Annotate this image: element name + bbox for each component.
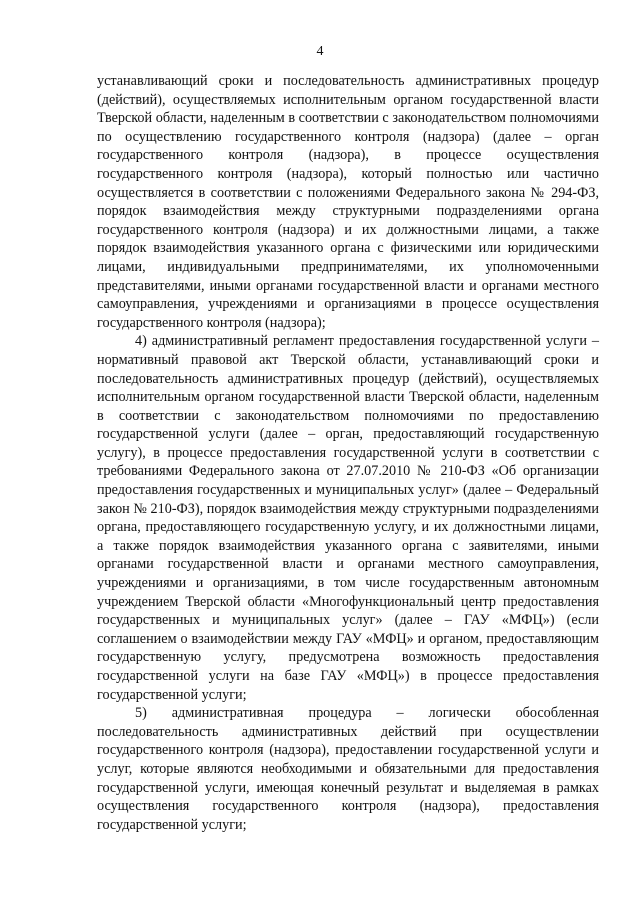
paragraph-item-4: 4) административный регламент предоставления государственной услуги – нормативный правовой акт Тверской области, устанавливающий сроки и последовательность административных процедур (действий), осуществляемых исполнительным органом государственной власти Тверской области, наделенным в соответствии с законодательством полномочиями по предоставлению государственной услуги (далее – орган, предоставляющий государственную услугу), в процессе предоставления государственной услуги в соответствии с требованиями Федерального закона от 27.07.2010 № 210-ФЗ «Об организации предоставления государственных и муниципальных услуг» (далее – Федеральный закон № 210-ФЗ), порядок взаимодействия между структурными подразделениями органа, предоставляющего государственную услугу, и их должностными лицами, а также порядок взаимодействия указанного органа с заявителями, иными органами государственной власти и органами местного самоуправления, учреждениями и организациями, в том числе государственным автономным учреждением Тверской области «Многофункциональный центр предоставления государственных и муниципальных услуг» (далее – ГАУ «МФЦ») (если соглашением о взаимодействии между ГАУ «МФЦ» и органом, предоставляющим государственную услугу, предусмотрена возможность предоставления государственной услуги на базе ГАУ «МФЦ») в процессе предоставления государственной услуги; [97, 333, 599, 703]
paragraph-item-5: 5) административная процедура – логически обособленная последовательность административных действий при осуществлении государственного контроля (надзора), предоставлении государственной услуги и услуг, которые являются необходимыми и обязательными для предоставления государственной услуги, имеющая конечный результат и выделяемая в рамках осуществления государственного контроля (надзора), предоставления государственной услуги; [97, 705, 599, 833]
page-number: 4 [316, 44, 324, 59]
paragraph-continuation: устанавливающий сроки и последовательность административных процедур (действий), осуществляемых исполнительным органом государственной власти Тверской области, наделенным в соответствии с законодательством полномочиями по осуществлению государственного контроля (надзора) (далее – орган государственного контроля (надзора), в процессе осуществления государственного контроля (надзора), который полностью или частично осуществляется в соответствии с положениями Федерального закона № 294-ФЗ, порядок взаимодействия между структурными подразделениями органа государственного контроля (надзора) и их должностными лицами, а также порядок взаимодействия указанного органа с физическими или юридическими лицами, индивидуальными предпринимателями, их уполномоченными представителями, иными органами государственной власти и органами местного самоуправления, учреждениями и организациями в процессе осуществления государственного контроля (надзора); [97, 73, 599, 331]
document-body [97, 72, 599, 834]
